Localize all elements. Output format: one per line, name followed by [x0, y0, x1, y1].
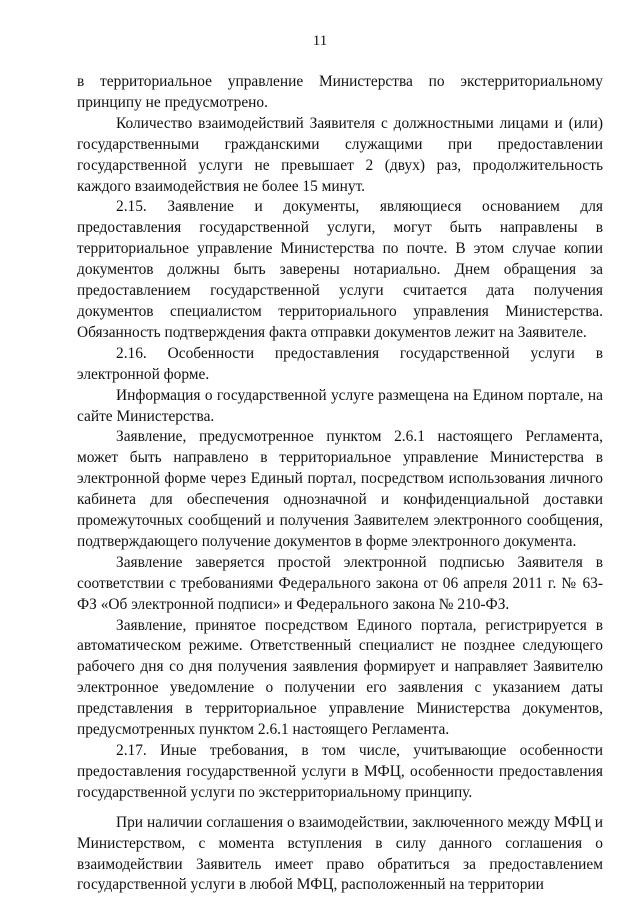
paragraph-section-2-17: 2.17. Иные требования, в том числе, учитывающие особенности предоставления государственной услуги в МФЦ, особенности предоставления государственной услуги по экстерриториальному принципу. [77, 742, 603, 801]
paragraph-mfc-agreement: При наличии соглашения о взаимодействии, заключенного между МФЦ и Министерством, с момента вступления в силу данного соглашения о взаимодействии Заявитель имеет право обратиться за предоставлением государственной услуги в любой МФЦ, расположенный на территории [77, 813, 603, 894]
paragraph-continuation: в территориальное управление Министерства по экстерриториальному принципу не предусмотрено. [77, 73, 603, 111]
paragraph-section-2-16-heading: 2.16. Особенности предоставления государственной услуги в электронной форме. [77, 344, 603, 383]
paragraph-registration: Заявление, принятое посредством Единого портала, регистрируется в автоматическом режиме. Ответственный специалист не позднее следующего рабочего дня со дня получения заявления формирует и направляет Заявителю электронное уведомление о получении его заявления с указанием даты представления в территориальное управление Министерства документов, предусмотренных пунктом 2.6.1 настоящего Регламента. [77, 616, 603, 739]
paragraph-section-2-15: 2.15. Заявление и документы, являющиеся основанием для предоставления государственной услуги, могут быть направлены в территориальное управление Министерства по почте. В этом случае копии документов должны быть заверены нотариально. Днем обращения за предоставлением государственной услуги считается дата получения документов специалистом территориального управления Министерства. Обязанность подтверждения факта отправки документов лежит на Заявителе. [77, 198, 603, 341]
page-number: 11 [312, 33, 328, 49]
paragraph-electronic-application: Заявление, предусмотренное пунктом 2.6.1 настоящего Регламента, может быть направлено в территориальное управление Министерства в электронной форме через Единый портал, посредством использования личного кабинета для обеспечения однозначной и конфиденциальной доставки промежуточных сообщений и получения Заявителем электронного сообщения, подтверждающего получение документов в форме электронного документа. [77, 428, 603, 550]
paragraph-electronic-signature: Заявление заверяется простой электронной подписью Заявителя в соответствии с требованиями Федерального закона от 06 апреля 2011 г. № 63-ФЗ «Об электронной подписи» и Федерального закона № 210-ФЗ. [77, 553, 603, 613]
paragraph-interaction-count: Количество взаимодействий Заявителя с должностными лицами и (или) государственными гражданскими служащими при предоставлении государственной услуги не превышает 2 (двух) раз, продолжительность каждого взаимодействия не более 15 минут. [77, 114, 603, 195]
document-body [77, 72, 603, 896]
paragraph-service-info: Информация о государственной услуге размещена на Едином портале, на сайте Министерства. [77, 386, 603, 425]
